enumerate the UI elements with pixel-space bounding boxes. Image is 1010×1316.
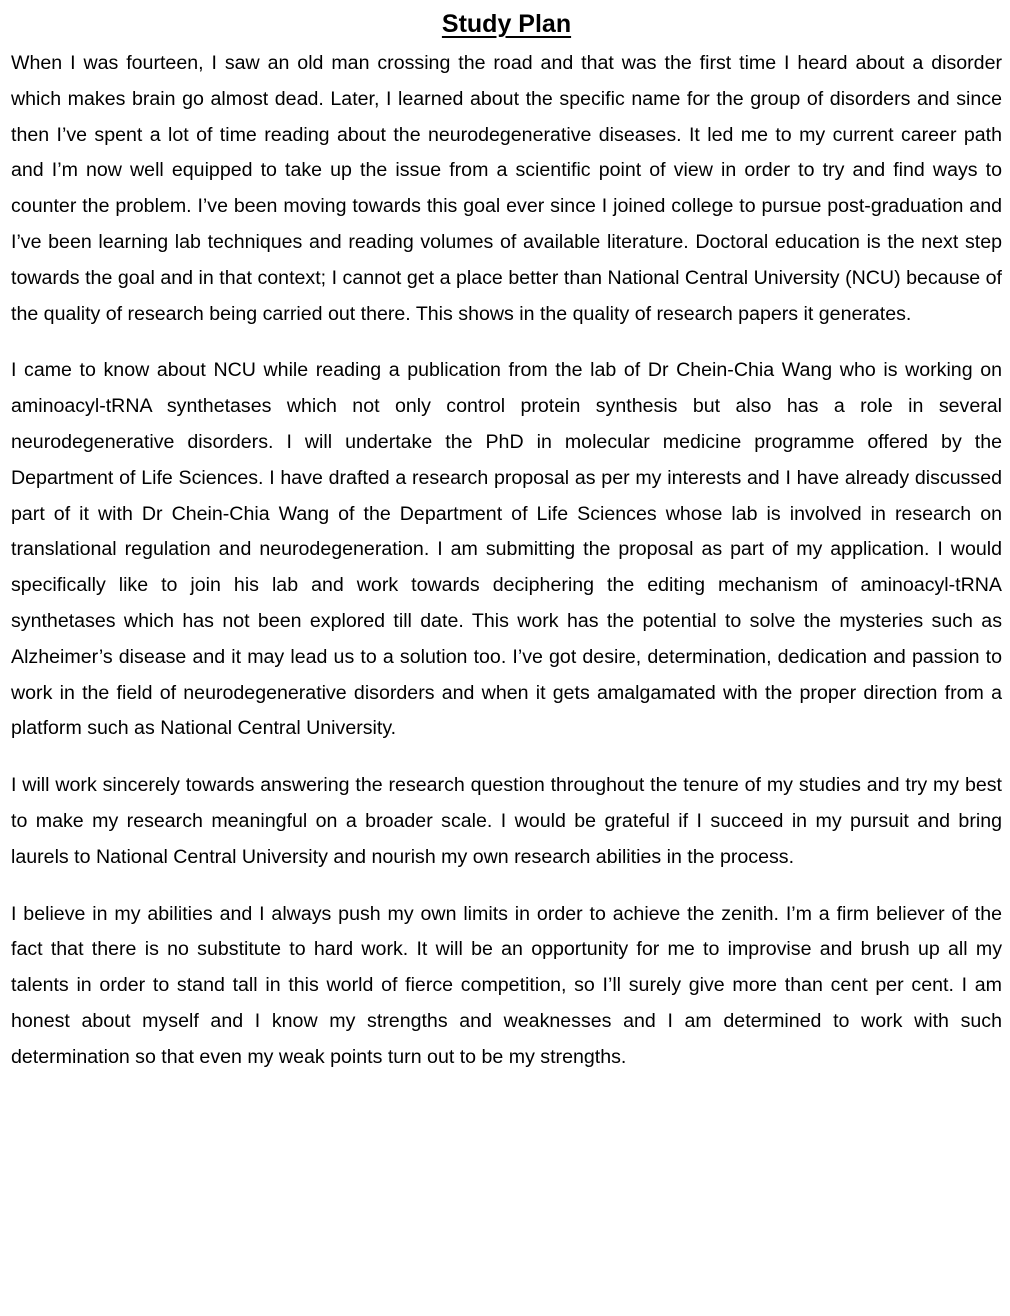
paragraph-2: I came to know about NCU while reading a publication from the lab of Dr Chein-Chia Wang who is working on aminoacyl-tRNA synthetases which not only control protein synthesis but also has a role in several neurodegenerative disorders. I will undertake the PhD in molecular medicine programme offered by the Department of Life Sciences. I have drafted a research proposal as per my interests and I have already discussed part of it with Dr Chein-Chia Wang of the Department of Life Sciences whose lab is involved in research on translational regulation and neurodegeneration. I am submitting the proposal as part of my application. I would specifically like to join his lab and work towards deciphering the editing mechanism of aminoacyl-tRNA synthetases which has not been explored till date. This work has the potential to solve the mysteries such as Alzheimer’s disease and it may lead us to a solution too. I’ve got desire, determination, dedication and passion to work in the field of neurodegenerative disorders and when it gets amalgamated with the proper direction from a platform such as National Central University. bbox=[11, 359, 1002, 740]
page-title bbox=[11, 6, 1002, 42]
paragraph-4: I believe in my abilities and I always push my own limits in order to achieve the zenith. I’m a firm believer of the fact that there is no substitute to hard work. It will be an opportunity for me to improvise and brush up all my talents in order to stand tall in this world of fierce competition, so I’ll surely give more than cent per cent. I am honest about myself and I know my strengths and weaknesses and I am determined to work with such determination so that even my weak points turn out to be my strengths. bbox=[11, 902, 1002, 1068]
paragraph-3: I will work sincerely towards answering the research question throughout the tenure of my studies and try my best to make my research meaningful on a broader scale. I would be grateful if I succeed in my pursuit and bring laurels to National Central University and nourish my own research abilities in the process. bbox=[11, 774, 1002, 868]
paragraph-1: When I was fourteen, I saw an old man crossing the road and that was the first time I heard about a disorder which makes brain go almost dead. Later, I learned about the specific name for the group of disorders and since then I’ve spent a lot of time reading about the neurodegenerative diseases. It led me to my current career path and I’m now well equipped to take up the issue from a scientific point of view in order to try and find ways to counter the problem. I’ve been moving towards this goal ever since I joined college to pursue post-graduation and I’ve been learning lab techniques and reading volumes of available literature. Doctoral education is the next step towards the goal and in that context; I cannot get a place better than National Central University (NCU) because of the quality of research being carried out there. This shows in the quality of research papers it generates. bbox=[11, 52, 1002, 325]
page-title-text: Study Plan bbox=[441, 10, 572, 38]
